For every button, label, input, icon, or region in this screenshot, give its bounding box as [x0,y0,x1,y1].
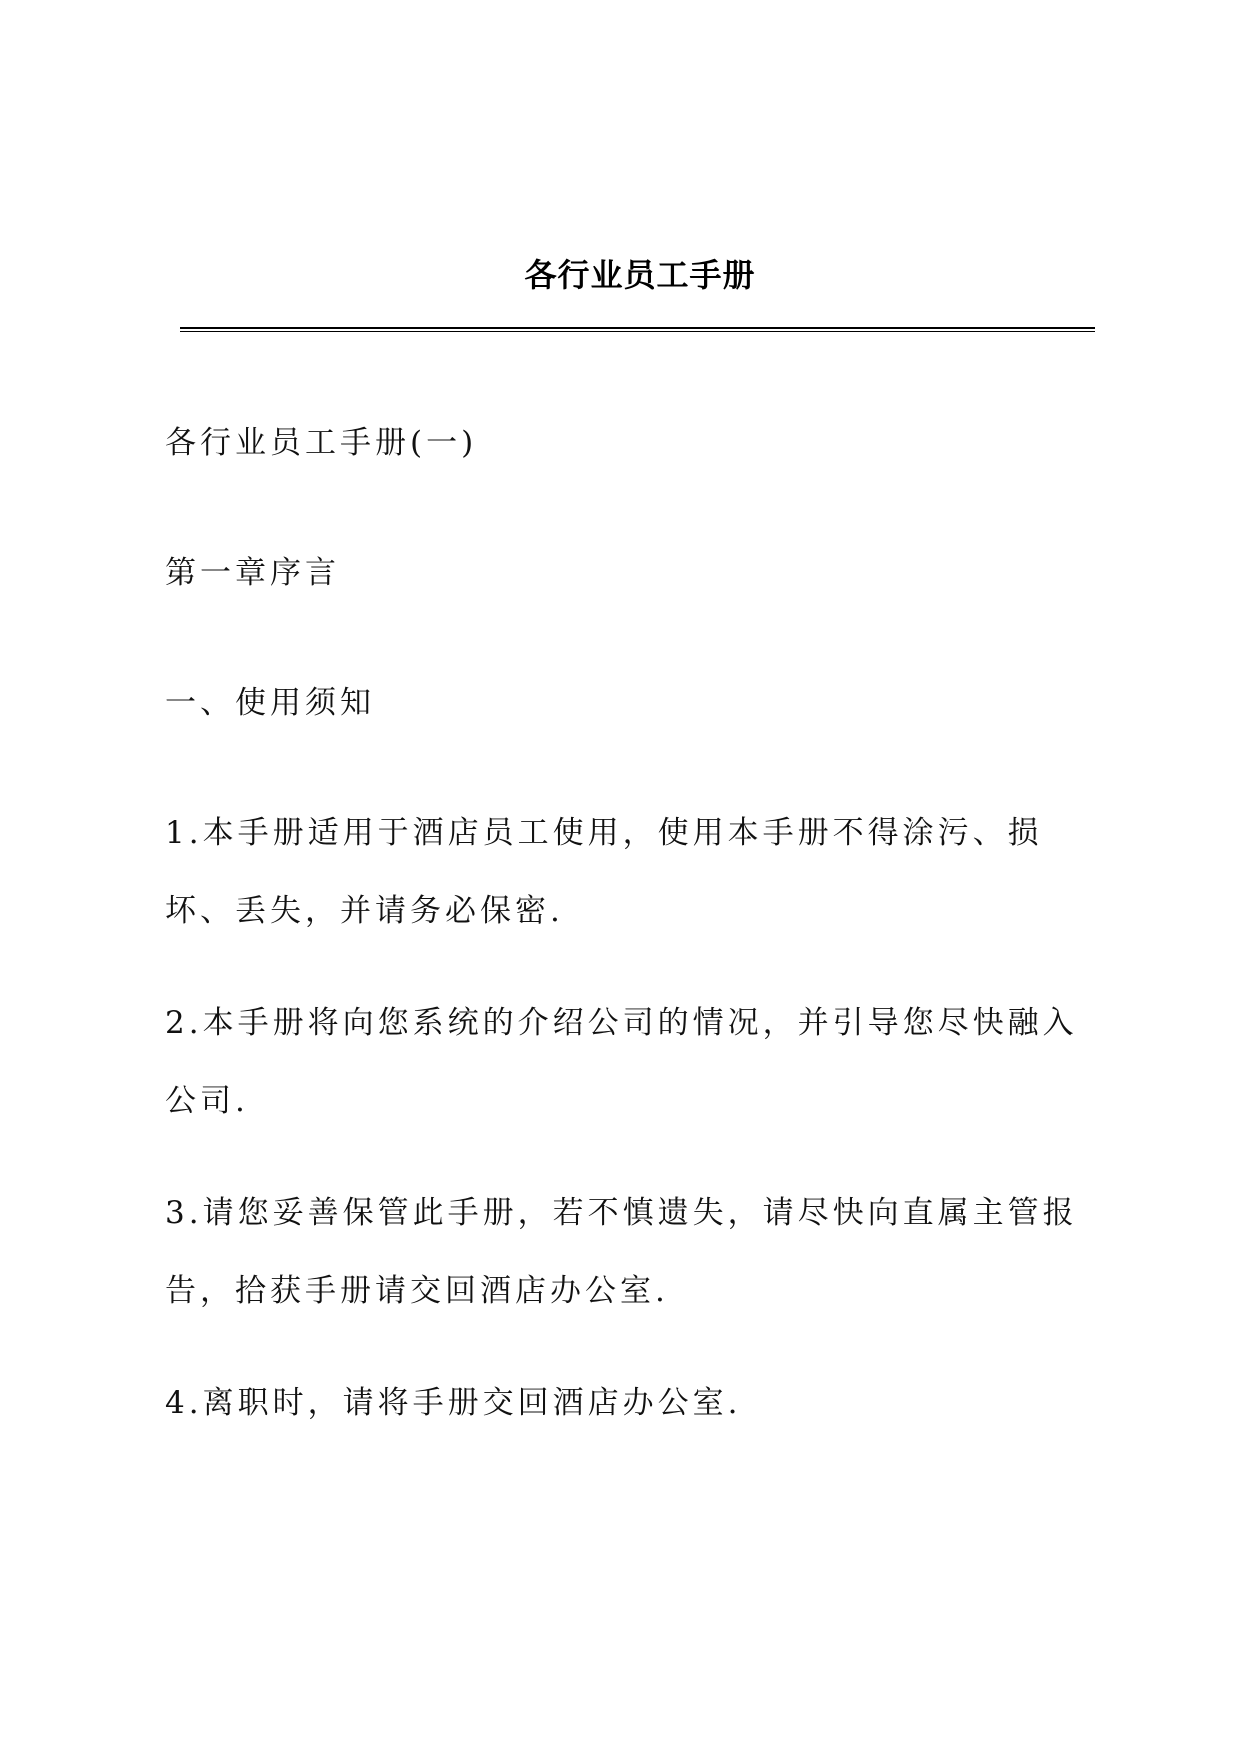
section-heading: 一、使用须知 [165,685,375,721]
title-rule-thick-line [180,327,1095,329]
title-rule-thin-line [180,331,1095,332]
document-subtitle: 各行业员工手册(一) [165,425,478,461]
document-title: 各行业员工手册 [524,256,756,294]
list-item: 1.本手册适用于酒店员工使用，使用本手册不得涂污、损坏、丢失，并请务必保密. [165,815,1043,929]
list-item: 4.离职时，请将手册交回酒店办公室. [165,1385,742,1421]
list-item: 2.本手册将向您系统的介绍公司的情况，并引导您尽快融入公司. [165,1005,1078,1119]
list-item: 3.请您妥善保管此手册，若不慎遗失，请尽快向直属主管报告，拾获手册请交回酒店办公室. [165,1195,1078,1309]
chapter-heading: 第一章序言 [165,555,340,591]
title-double-rule [180,327,1095,333]
